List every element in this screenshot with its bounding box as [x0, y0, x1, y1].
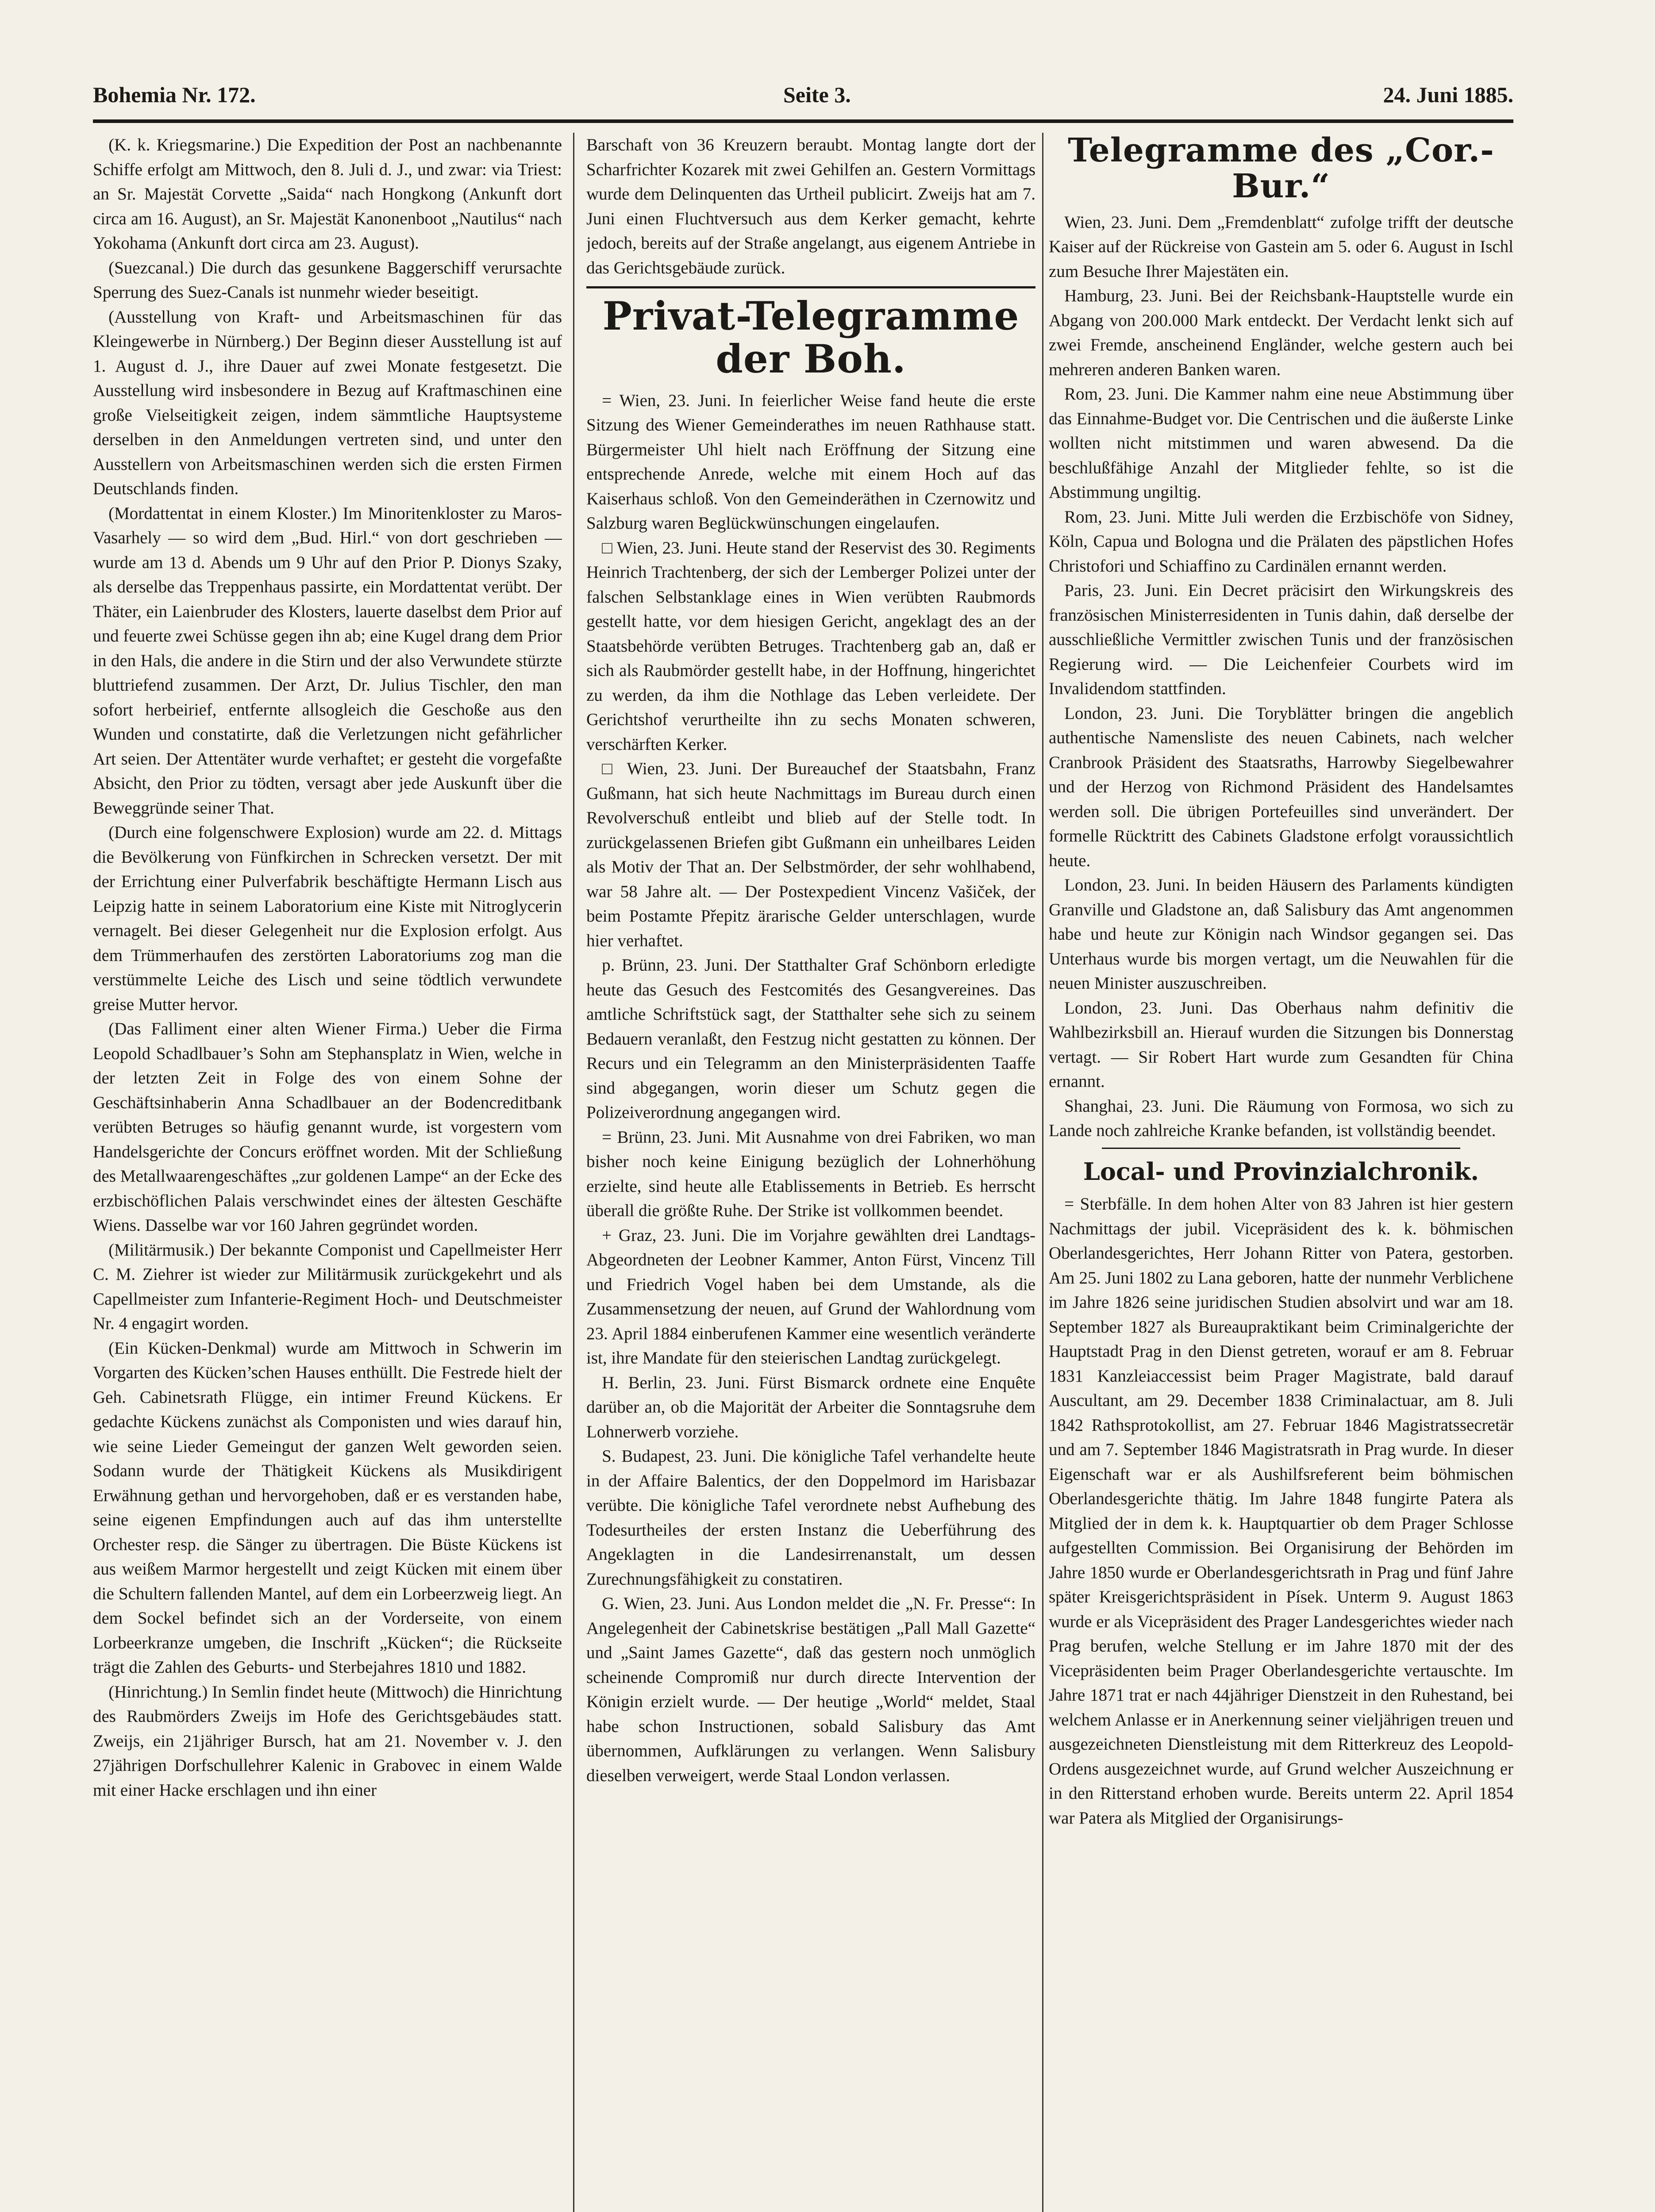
- column-divider: [573, 133, 574, 2212]
- issue-date: 24. Juni 1885.: [1383, 82, 1513, 107]
- telegram-item: Rom, 23. Juni. Mitte Juli werden die Erzbischöfe von Sidney, Köln, Capua und Bologna und die Prälaten des päpstlichen Hofes Christofori und Schiaffino zu Cardinälen ernannt werden.: [1049, 507, 1513, 576]
- telegram-item: Hamburg, 23. Juni. Bei der Reichsbank-Hauptstelle wurde ein Abgang von 200.000 Mark entdeckt. Der Verdacht lenkt sich auf zwei Fremde, anscheinend Engländer, welche gestern auch bei mehreren anderen Banken waren.: [1049, 286, 1513, 379]
- telegram-item: Rom, 23. Juni. Die Kammer nahm eine neue Abstimmung über das Einnahme-Budget vor. Die Centrischen und die äußerste Linke wollten nicht mitstimmen und waren abwesend. Da die beschlußfähige Anzahl der Mitglieder fehlte, so ist die Abstimmung ungiltig.: [1049, 384, 1513, 502]
- telegram-item: = Brünn, 23. Juni. Mit Ausnahme von drei Fabriken, wo man bisher noch keine Einigung bezüglich der Lohnerhöhung erzielte, sind heute alle Etablissements in Betrieb. Es herrscht überall die größte Ruhe. Der Strike ist vollkommen beendet.: [586, 1127, 1035, 1221]
- page-number: Seite 3.: [783, 82, 851, 107]
- telegram-item: + Graz, 23. Juni. Die im Vorjahre gewählten drei Landtags-Abgeordneten der Leobner Kammer, Anton Fürst, Vincenz Till und Friedrich Vogel haben bei dem Umstande, als die Zusammensetzung der neuen, auf Grund der Wahlordnung vom 23. April 1884 einberufenen Kammer eine wesentlich veränderte ist, ihre Mandate für den steierischen Landtag zurückgelegt.: [586, 1225, 1035, 1368]
- news-item: (Ein Kücken-Denkmal) wurde am Mittwoch in Schwerin im Vorgarten des Kücken’schen Hauses enthüllt. Die Festrede hielt der Geh. Cabinetsrath Flügge, ein intimer Freund Kückens. Er gedachte Kückens zunächst als Componisten und wies darauf hin, wie seine Lieder Gemeingut der ganzen Welt geworden seien. Sodann wurde der Thätigkeit Kückens als Musikdirigent Erwähnung gethan und hervorgehoben, daß er es verstanden habe, seine eigenen Empfindungen auch auf das ihm unterstellte Orchester resp. die Sänger zu übertragen. Die Büste Kückens ist aus weißem Marmor hergestellt und zeigt Kücken mit einem über die Schultern fallenden Mantel, auf dem ein Lorbeerzweig liegt. An dem Sockel befindet sich an der Vorderseite, von einem Lorbeerkranze umgeben, die Inschrift „Kücken“; die Rückseite trägt die Zahlen des Geburts- und Sterbejahres 1810 und 1882.: [93, 1338, 562, 1677]
- telegram-item: S. Budapest, 23. Juni. Die königliche Tafel verhandelte heute in der Affaire Balentics, der den Doppelmord im Harisbazar verübte. Die königliche Tafel verordnete nebst Aufhebung des Todesurtheiles der ersten Instanz die Ueberführung des Angeklagten in die Landesirrenanstalt, um dessen Zurechnungsfähigkeit zu constatiren.: [586, 1447, 1035, 1589]
- header-rule: [93, 119, 1513, 123]
- news-item: (Mordattentat in einem Kloster.) Im Minoritenkloster zu Maros-Vasarhely — so wird dem „Bud. Hirl.“ von dort geschrieben — wurde am 13 d. Abends um 9 Uhr auf den Prior P. Dionys Szaky, als derselbe das Treppenhaus passirte, ein Mordattentat verübt. Der Thäter, ein Laienbruder des Klosters, lauerte daselbst dem Prior auf und feuerte zwei Schüsse gegen ihn ab; eine Kugel drang dem Prior in den Hals, die andere in die Stirn und der also Verwundete stürzte bluttriefend zusammen. Der Arzt, Dr. Julius Tischler, den man sofort herbeirief, entfernte allsogleich die Geschoße aus den Wunden und constatirte, daß die Verletzungen nicht gefährlicher Art seien. Der Attentäter wurde verhaftet; er gesteht die vorgefaßte Absicht, den Prior zu tödten, versagt aber jede Auskunft über die Beweggründe seiner That.: [93, 503, 562, 818]
- column-2: [586, 133, 1035, 2212]
- news-item: (Militärmusik.) Der bekannte Componist und Capellmeister Herr C. M. Ziehrer ist wieder zur Militärmusik zurückgekehrt und als Capellmeister zum Infanterie-Regiment Hoch- und Deutschmeister Nr. 4 engagirt worden.: [93, 1240, 562, 1333]
- telegram-item: p. Brünn, 23. Juni. Der Statthalter Graf Schönborn erledigte heute das Gesuch des Festcomités des Gesangvereines. Das amtliche Schriftstück sagt, der Statthalter sehe sich zu seinem Bedauern veranlaßt, den Festzug nicht gestatten zu können. Der Recurs und ein Telegramm an den Ministerpräsidenten Taaffe sind abgegangen, worin dieser um Schutz gegen die Polizeiverordnung angegangen wird.: [586, 956, 1035, 1122]
- page-header: [93, 77, 1513, 113]
- section-rule: [586, 286, 1035, 288]
- section-heading-privat-telegramme: Privat-Telegramme der Boh.: [602, 293, 1020, 382]
- telegram-item: Paris, 23. Juni. Ein Decret präcisirt den Wirkungskreis des französischen Ministerresidenten in Tunis dahin, daß derselbe der ausschließliche Vermittler zwischen Tunis und der französischen Regierung wird. — Die Leichenfeier Courbets wird im Invalidendom stattfinden.: [1049, 581, 1513, 699]
- news-item: (Durch eine folgenschwere Explosion) wurde am 22. d. Mittags die Bevölkerung von Fünfkirchen in Schrecken versetzt. Der mit der Errichtung einer Pulverfabrik beschäftigte Hermann Lisch aus Leipzig hatte in seinem Laboratorium eine Kiste mit Nitroglycerin vernagelt. Bei dieser Gelegenheit nur die Explosion erfolgt. Aus dem Trümmerhaufen des zerstörten Laboratoriums zog man die verstümmelte Leiche des Lisch und seine tödtlich verwundete greise Mutter hervor.: [93, 823, 562, 1014]
- telegram-item: G. Wien, 23. Juni. Aus London meldet die „N. Fr. Presse“: In Angelegenheit der Cabinetskrise bestätigen „Pall Mall Gazette“ und „Saint James Gazette“, daß das gestern noch unmöglich scheinende Compromiß nur durch directe Intervention der Königin erzielt wurde. — Der heutige „World“ meldet, Staal habe schon Instructionen, sobald Salisbury das Amt übernommen, Aufklärungen zu verlangen. Wenn Salisbury dieselben verweigert, werde Staal London verlassen.: [586, 1594, 1035, 1785]
- news-item: (Das Falliment einer alten Wiener Firma.) Ueber die Firma Leopold Schadlbauer’s Sohn am Stephansplatz in Wien, welche in der letzten Zeit in Folge des von einem Sohne der Geschäftsinhaberin Anna Schadlbauer an der Bodencreditbank verübten Betruges so häufig genannt wurde, ist vorgestern vom Handelsgerichte der Concurs eröffnet worden. Mit der Schließung des Metallwaarengeschäftes „zur goldenen Lampe“ an der Ecke des erzbischöflichen Palais verschwindet eines der ältesten Geschäfte Wiens. Dasselbe war vor 160 Jahren gegründet worden.: [93, 1019, 562, 1235]
- telegram-item: H. Berlin, 23. Juni. Fürst Bismarck ordnete eine Enquête darüber an, ob die Majorität der Arbeiter die Sonntagsruhe dem Lohnerwerb vorziehe.: [586, 1373, 1035, 1441]
- telegram-item: London, 23. Juni. In beiden Häusern des Parlaments kündigten Granville und Gladstone an, daß Salisbury das Amt angenommen habe und heute zur Königin nach Windsor gegangen sei. Das Unterhaus wurde bis morgen vertagt, um die Neuwahlen für die neuen Minister auszuschreiben.: [1049, 876, 1513, 993]
- news-item-continued: Barschaft von 36 Kreuzern beraubt. Montag langte dort der Scharfrichter Kozarek mit zwei Gehilfen an. Gestern Vormittags wurde dem Delinquenten das Urtheil publicirt. Zweijs hat am 7. Juni einen Fluchtversuch aus dem Kerker gemacht, kehrte jedoch, bereits auf der Straße angelangt, aus eigenem Antriebe in das Gerichtsgebäude zurück.: [586, 135, 1035, 277]
- telegram-item: = Wien, 23. Juni. In feierlicher Weise fand heute die erste Sitzung des Wiener Gemeinderathes im neuen Rathhause statt. Bürgermeister Uhl hielt nach Eröffnung der Sitzung eine entsprechende Anrede, welche mit einem Hoch auf das Kaiserhaus schloß. Von den Gemeinderäthen in Czernowitz und Salzburg waren Beglückwünschungen eingelaufen.: [586, 391, 1035, 533]
- news-item: (Suezcanal.) Die durch das gesunkene Baggerschiff verursachte Sperrung des Suez-Canals ist nunmehr wieder beseitigt.: [93, 258, 562, 302]
- column-divider: [1042, 133, 1043, 2212]
- local-news-item: = Sterbfälle. In dem hohen Alter von 83 Jahren ist hier gestern Nachmittags der jubil. Vicepräsident des k. k. böhmischen Oberlandesgerichtes, Herr Johann Ritter von Patera, gestorben. Am 25. Juni 1802 zu Lana geboren, hatte der nunmehr Verblichene im Jahre 1826 seine juridischen Studien absolvirt und war am 18. September 1827 als Bureaupraktikant beim Criminalgerichte der Hauptstadt Prag in den Dienst getreten, worauf er am 8. Februar 1831 Kanzleiaccessist beim Prager Magistrate, bald darauf Auscultant, am 29. December 1838 Criminalactuar, am 8. Juli 1842 Rathsprotokollist, am 27. Februar 1846 Magistratssecretär und am 7. September 1846 Magistratsrath in Prag wurde. In dieser Eigenschaft war er als Aushilfsreferent beim böhmischen Oberlandesgerichte thätig. Im Jahre 1848 fungirte Patera als Mitglied der in dem k. k. Hauptquartier ob dem Prager Schlosse aufgestellten Commission. Bei Organisirung der Behörden im Jahre 1850 wurde er Oberlandesgerichtsrath in Prag und fünf Jahre später Kreisgerichtspräsident in Písek. Unterm 9. August 1863 wurde er als Vicepräsident des Prager Landesgerichtes wieder nach Prag berufen, welche Stellung er im Jahre 1870 mit der des Vicepräsidenten beim Prager Oberlandesgerichte vertauschte. Im Jahre 1871 trat er nach 44jähriger Dienstzeit in den Ruhestand, bei welchem Anlasse er in Anerkennung seiner vieljährigen treuen und ausgezeichneten Dienstleistung mit dem Ritterkreuz des Leopold-Ordens ausgezeichnet wurde, auf Grund welcher Auszeichnung er in den Ritterstand erhoben wurde. Bereits unterm 22. April 1854 war Patera als Mitglied der Organisirungs-: [1049, 1194, 1513, 1828]
- news-item: (Hinrichtung.) In Semlin findet heute (Mittwoch) die Hinrichtung des Raubmörders Zweijs im Hofe des Gerichtsgebäudes statt. Zweijs, ein 21jähriger Bursch, hat am 21. November v. J. den 27jährigen Dorfschullehrer Kalenic in Grabovec in einem Walde mit einer Hacke erschlagen und ihn einer: [93, 1682, 562, 1800]
- telegram-item: □ Wien, 23. Juni. Heute stand der Reservist des 30. Regiments Heinrich Trachtenberg, der sich der Lemberger Polizei unter der falschen Selbstanklage eines in Wien verübten Raubmords gestellt hatte, vor dem hiesigen Gericht, angeklagt des an der Staatsbehörde verübten Betruges. Trachtenberg gab an, daß er sich als Raubmörder gestellt habe, in der Hoffnung, hingerichtet zu werden, da ihm die Nothlage das Leben verleidete. Der Gerichtshof verurtheilte ihn zu sechs Monaten schweren, verschärften Kerker.: [586, 538, 1035, 754]
- section-rule: [1102, 1148, 1460, 1149]
- telegram-item: London, 23. Juni. Die Toryblätter bringen die angeblich authentische Namensliste des neuen Cabinets, nach welcher Cranbrook Präsident des Staatsraths, Harrowby Siegelbewahrer und der Herzog von Richmond Präsident des Handelsamtes werden soll. Die übrigen Portefeuilles sind unverändert. Der formelle Rücktritt des Cabinets Gladstone erfolgt voraussichtlich heute.: [1049, 703, 1513, 870]
- news-item: (K. k. Kriegsmarine.) Die Expedition der Post an nachbenannte Schiffe erfolgt am Mittwoch, den 8. Juli d. J., und zwar: via Triest: an Sr. Majestät Corvette „Saida“ nach Hongkong (Ankunft dort circa am 16. August), an Sr. Majestät Kanonenboot „Nautilus“ nach Yokohama (Ankunft dort circa am 23. August).: [93, 135, 562, 253]
- telegram-item: Shanghai, 23. Juni. Die Räumung von Formosa, wo sich zu Lande noch zahlreiche Kranke befanden, ist vollständig beendet.: [1049, 1096, 1513, 1141]
- masthead: Bohemia Nr. 172.: [93, 82, 256, 107]
- telegram-item: Wien, 23. Juni. Dem „Fremdenblatt“ zufolge trifft der deutsche Kaiser auf der Rückreise von Gastein am 5. oder 6. August in Ischl zum Besuche Ihrer Majestäten ein.: [1049, 212, 1513, 281]
- section-heading-local-chronik: Local- und Provinzialchronik.: [1083, 1157, 1479, 1186]
- column-3: [1049, 133, 1513, 2212]
- telegram-item: □ Wien, 23. Juni. Der Bureauchef der Staatsbahn, Franz Gußmann, hat sich heute Nachmittags im Bureau durch einen Revolverschuß entleibt und blieb auf der Stelle todt. In zurückgelassenen Briefen gibt Gußmann ein unheilbares Leiden als Motiv der That an. Der Selbstmörder, der sehr wohlhabend, war 58 Jahre alt. — Der Postexpedient Vincenz Vašiček, der beim Postamte Přepitz ärarische Gelder unterschlagen, wurde hier verhaftet.: [586, 759, 1035, 950]
- section-heading-telegramme-cor-bur: Telegramme des „Cor.-Bur.“: [1068, 133, 1494, 206]
- news-item: (Ausstellung von Kraft- und Arbeitsmaschinen für das Kleingewerbe in Nürnberg.) Der Beginn dieser Ausstellung ist auf 1. August d. J., ihre Dauer auf zwei Monate festgesetzt. Die Ausstellung wird insbesondere in Bezug auf Kraftmaschinen eine große Vielseitigkeit zeigen, indem sämmtliche Hauptsysteme derselben in den Anmeldungen vertreten sind, und unter den Ausstellern von Arbeitsmaschinen werden sich die ersten Firmen Deutschlands finden.: [93, 307, 562, 498]
- telegram-item: London, 23. Juni. Das Oberhaus nahm definitiv die Wahlbezirksbill an. Hierauf wurden die Sitzungen bis Donnerstag vertagt. — Sir Robert Hart wurde zum Gesandten für China ernannt.: [1049, 998, 1513, 1091]
- column-1: [93, 133, 562, 2212]
